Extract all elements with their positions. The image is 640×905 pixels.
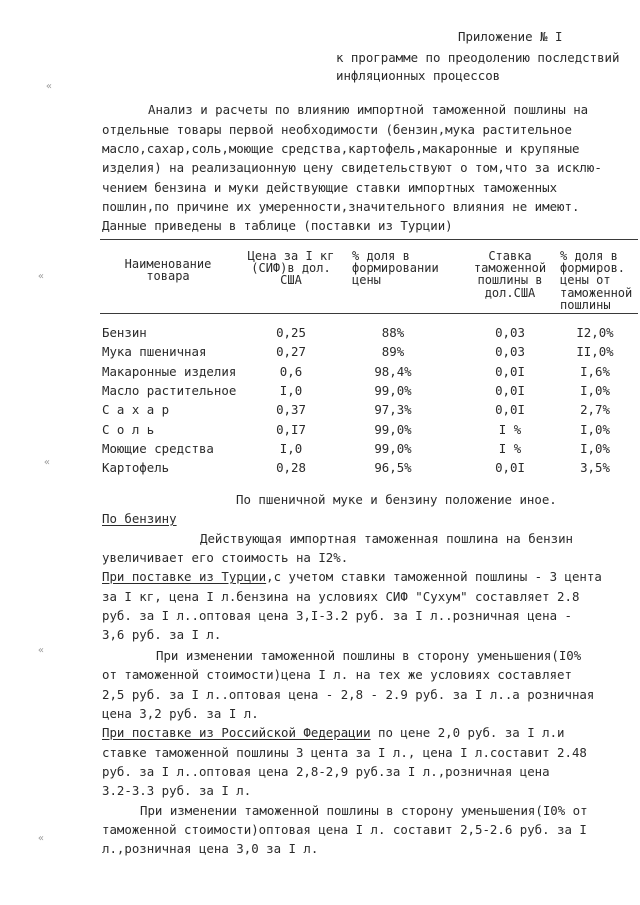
cell-duty-rate: 0,03 <box>495 344 525 360</box>
cell-duty-rate: I % <box>498 421 522 437</box>
col-header-price-share: % доля в формировании цены <box>352 249 439 288</box>
gasoline-p2-line: за I кг, цена I л.бензина на условиях СИФ "Сухум" составляет 2.8 <box>102 589 580 604</box>
cell-duty-share: I2,0% <box>576 325 614 340</box>
gasoline-heading: По бензину <box>102 511 177 526</box>
intro-line: Анализ и расчеты по влиянию импортной таможенной пошлины на <box>148 102 589 117</box>
gasoline-p3-line: от таможенной стоимости)цена I л. на тех же условиях составляет <box>102 667 572 682</box>
cell-price: 0,28 <box>276 460 306 476</box>
gasoline-p2-first-line: При поставке из Турции,с учетом ставки таможенной пошлины - 3 цента <box>102 569 602 584</box>
russia-supply-lead: При поставке из Российской Федерации <box>102 725 371 740</box>
col-header-product: Наименование товара <box>124 257 212 284</box>
cell-duty-rate: 0,0I <box>495 363 525 379</box>
table-top-rule <box>100 239 638 240</box>
gasoline-p4-line: руб. за I л..оптовая цена 2,8-2,9 руб.за I л.,розничная цена <box>102 764 550 779</box>
cell-duty-rate: 0,0I <box>495 402 525 418</box>
cell-duty-rate: 0,0I <box>495 382 525 398</box>
cell-price-share: 98,4% <box>374 363 412 379</box>
binder-hole-mark: « <box>44 457 51 468</box>
cell-product: С о л ь <box>102 421 155 437</box>
gasoline-p3-line: 2,5 руб. за I л..оптовая цена - 2,8 - 2.9 руб. за I л..а розничная <box>102 687 595 702</box>
appendix-subtitle-1: к программе по преодолению последствий <box>336 50 620 65</box>
cell-product: Бензин <box>102 325 147 340</box>
cell-price-share: 99,0% <box>374 421 412 437</box>
gasoline-p3-line: цена 3,2 руб. за I л. <box>102 706 259 721</box>
cell-duty-share: I,0% <box>580 421 610 437</box>
cell-price: 0,25 <box>276 325 306 340</box>
binder-hole-mark: « <box>46 81 53 92</box>
cell-duty-share: II,0% <box>576 344 614 360</box>
cell-duty-share: 2,7% <box>580 402 610 418</box>
binder-hole-mark: « <box>38 645 45 656</box>
cell-price-share: 99,0% <box>374 440 412 456</box>
cell-product: Картофель <box>102 460 170 476</box>
cell-duty-share: I,0% <box>580 440 610 456</box>
gasoline-p1-line: Действующая импортная таможенная пошлина на бензин <box>200 531 573 546</box>
cell-price: 0,6 <box>279 363 303 379</box>
cell-duty-rate: 0,0I <box>495 460 525 476</box>
intro-line: Данные приведены в таблице (поставки из Турции) <box>102 218 453 233</box>
cell-duty-rate: 0,03 <box>495 325 525 340</box>
cell-price-share: 88% <box>381 325 405 340</box>
cell-product: С а х а р <box>102 402 170 418</box>
cell-price-share: 89% <box>381 344 405 360</box>
gasoline-p4-line: 3.2-3.3 руб. за I л. <box>102 783 252 798</box>
cell-product: Масло растительное <box>102 382 237 398</box>
gasoline-p1-line: увеличивает его стоимость на I2%. <box>102 550 349 565</box>
section-intro: По пшеничной муке и бензину положение иное. <box>236 492 557 507</box>
gasoline-p5-line: При изменении таможенной пошлины в сторону уменьшения(I0% от <box>140 803 588 818</box>
intro-line: отдельные товары первой необходимости (бензин,мука растительное <box>102 122 572 137</box>
intro-line: изделия) на реализационную цену свидетельствуют о том,что за исклю- <box>102 160 602 175</box>
cell-duty-share: I,0% <box>580 382 610 398</box>
appendix-title: Приложение № I <box>458 29 563 44</box>
cell-product: Мука пшеничная <box>102 344 207 360</box>
cell-price: 0,27 <box>276 344 306 360</box>
col-header-duty-share: % доля в формиров. цены от таможенной пошлины <box>560 249 633 312</box>
gasoline-p5-line: л.,розничная цена 3,0 за I л. <box>102 841 319 856</box>
cell-product: Макаронные изделия <box>102 363 237 379</box>
gasoline-p3-line: При изменении таможенной пошлины в сторону уменьшения(I0% <box>156 648 582 663</box>
cell-price: I,0 <box>279 440 303 456</box>
turkey-supply-lead: При поставке из Турции <box>102 569 267 584</box>
binder-hole-mark: « <box>38 833 45 844</box>
table-header-rule <box>100 313 638 314</box>
gasoline-p4-first-line: При поставке из Российской Федерации по цене 2,0 руб. за I л.и <box>102 725 565 740</box>
gasoline-p5-line: таможенной стоимости)оптовая цена I л. составит 2,5-2.6 руб. за I <box>102 822 587 837</box>
intro-line: масло,сахар,соль,моющие средства,картофель,макаронные и крупяные <box>102 141 580 156</box>
cell-price-share: 96,5% <box>374 460 412 476</box>
gasoline-p4-line: ставке таможенной пошлины 3 цента за I л., цена I л.составит 2.48 <box>102 745 587 760</box>
cell-product: Моющие средства <box>102 440 214 456</box>
cell-price: 0,I7 <box>276 421 306 437</box>
cell-price-share: 99,0% <box>374 382 412 398</box>
cell-price: I,0 <box>279 382 303 398</box>
cell-price-share: 97,3% <box>374 402 412 418</box>
cell-duty-share: I,6% <box>580 363 610 379</box>
intro-line: чением бензина и муки действующие ставки импортных таможенных <box>102 180 558 195</box>
cell-duty-rate: I % <box>498 440 522 456</box>
cell-price: 0,37 <box>276 402 306 418</box>
col-header-duty-rate: Ставка таможенной пошлины в дол.США <box>473 249 547 300</box>
binder-hole-mark: « <box>38 271 45 282</box>
gasoline-p2-line: руб. за I л..оптовая цена 3,I-3.2 руб. за I л..розничная цена - <box>102 608 572 623</box>
gasoline-p2-line: 3,6 руб. за I л. <box>102 627 222 642</box>
appendix-subtitle-2: инфляционных процессов <box>336 68 501 83</box>
intro-line: пошлин,по причине их умеренности,значительного влияния не имеют. <box>102 199 580 214</box>
cell-duty-share: 3,5% <box>580 460 610 476</box>
col-header-price: Цена за I кг (СИФ)в дол. США <box>247 249 335 288</box>
